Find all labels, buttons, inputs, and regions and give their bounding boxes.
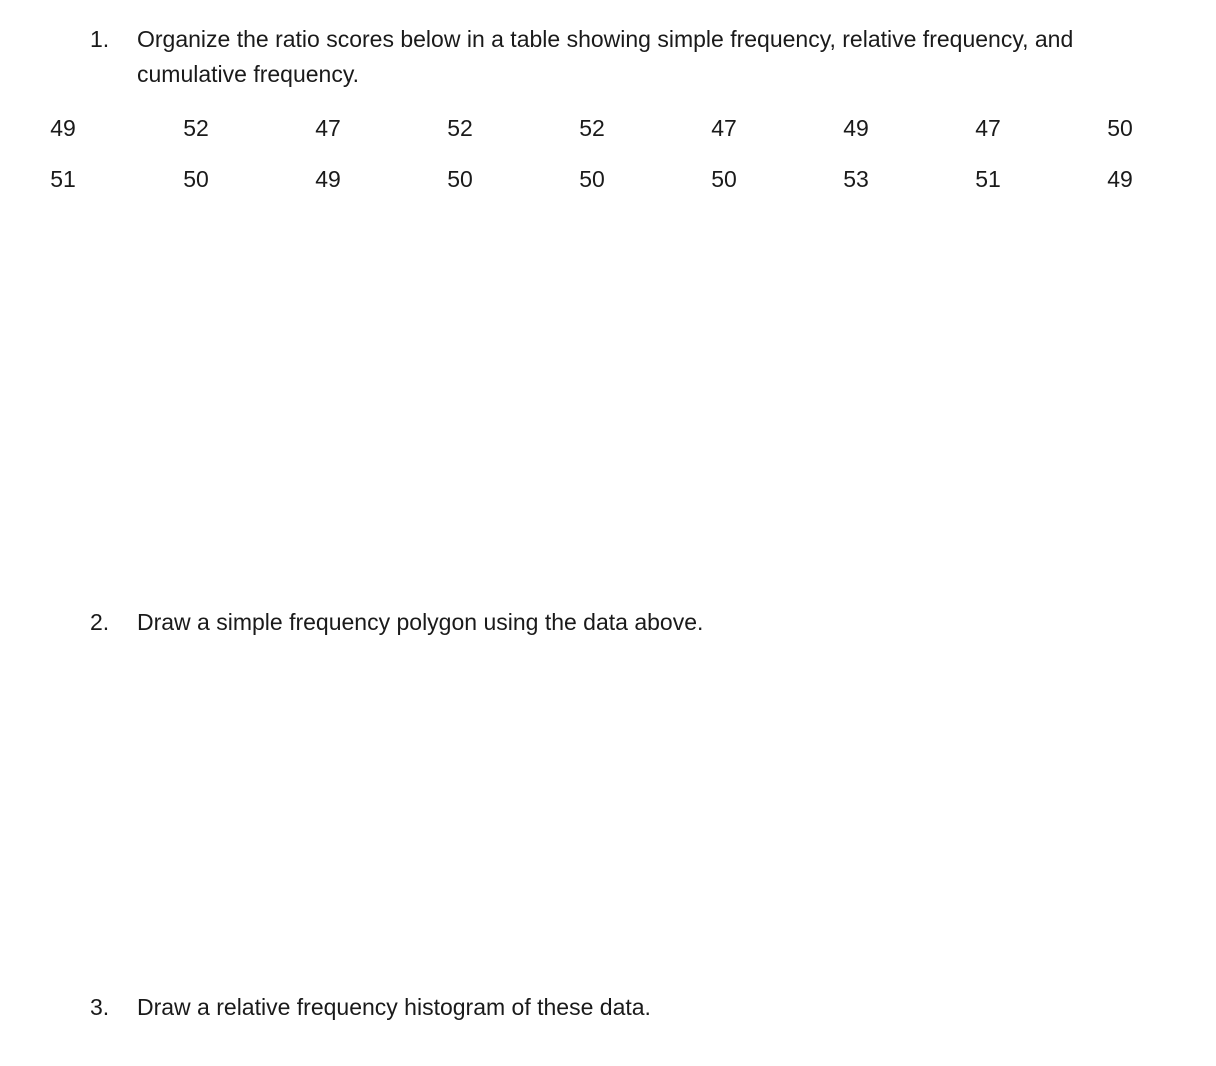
question-text: Organize the ratio scores below in a table showing simple frequency, relative frequency, and cumulative frequency. (137, 26, 1074, 87)
question-3 (90, 990, 990, 1026)
question-text: Draw a simple frequency polygon using the data above. (137, 609, 704, 635)
score-value: 50 (711, 166, 737, 192)
question-number: 1. (90, 26, 110, 52)
scores-row-2 (0, 166, 1216, 196)
score-value: 51 (50, 166, 76, 192)
score-value: 50 (579, 166, 605, 192)
score-value: 47 (315, 115, 341, 141)
score-value: 47 (711, 115, 737, 141)
question-2 (90, 605, 990, 641)
question-number: 3. (90, 994, 110, 1020)
score-value: 50 (447, 166, 473, 192)
score-value: 49 (843, 115, 869, 141)
scores-row-1 (0, 115, 1216, 145)
question-number: 2. (90, 609, 110, 635)
score-value: 50 (183, 166, 209, 192)
score-value: 49 (50, 115, 76, 141)
question-1 (90, 22, 1170, 94)
score-value: 52 (447, 115, 473, 141)
score-value: 52 (183, 115, 209, 141)
score-value: 49 (315, 166, 341, 192)
score-value: 47 (975, 115, 1001, 141)
score-value: 49 (1107, 166, 1133, 192)
question-text: Draw a relative frequency histogram of these data. (137, 994, 651, 1020)
score-value: 52 (579, 115, 605, 141)
score-value: 53 (843, 166, 869, 192)
score-value: 50 (1107, 115, 1133, 141)
score-value: 51 (975, 166, 1001, 192)
